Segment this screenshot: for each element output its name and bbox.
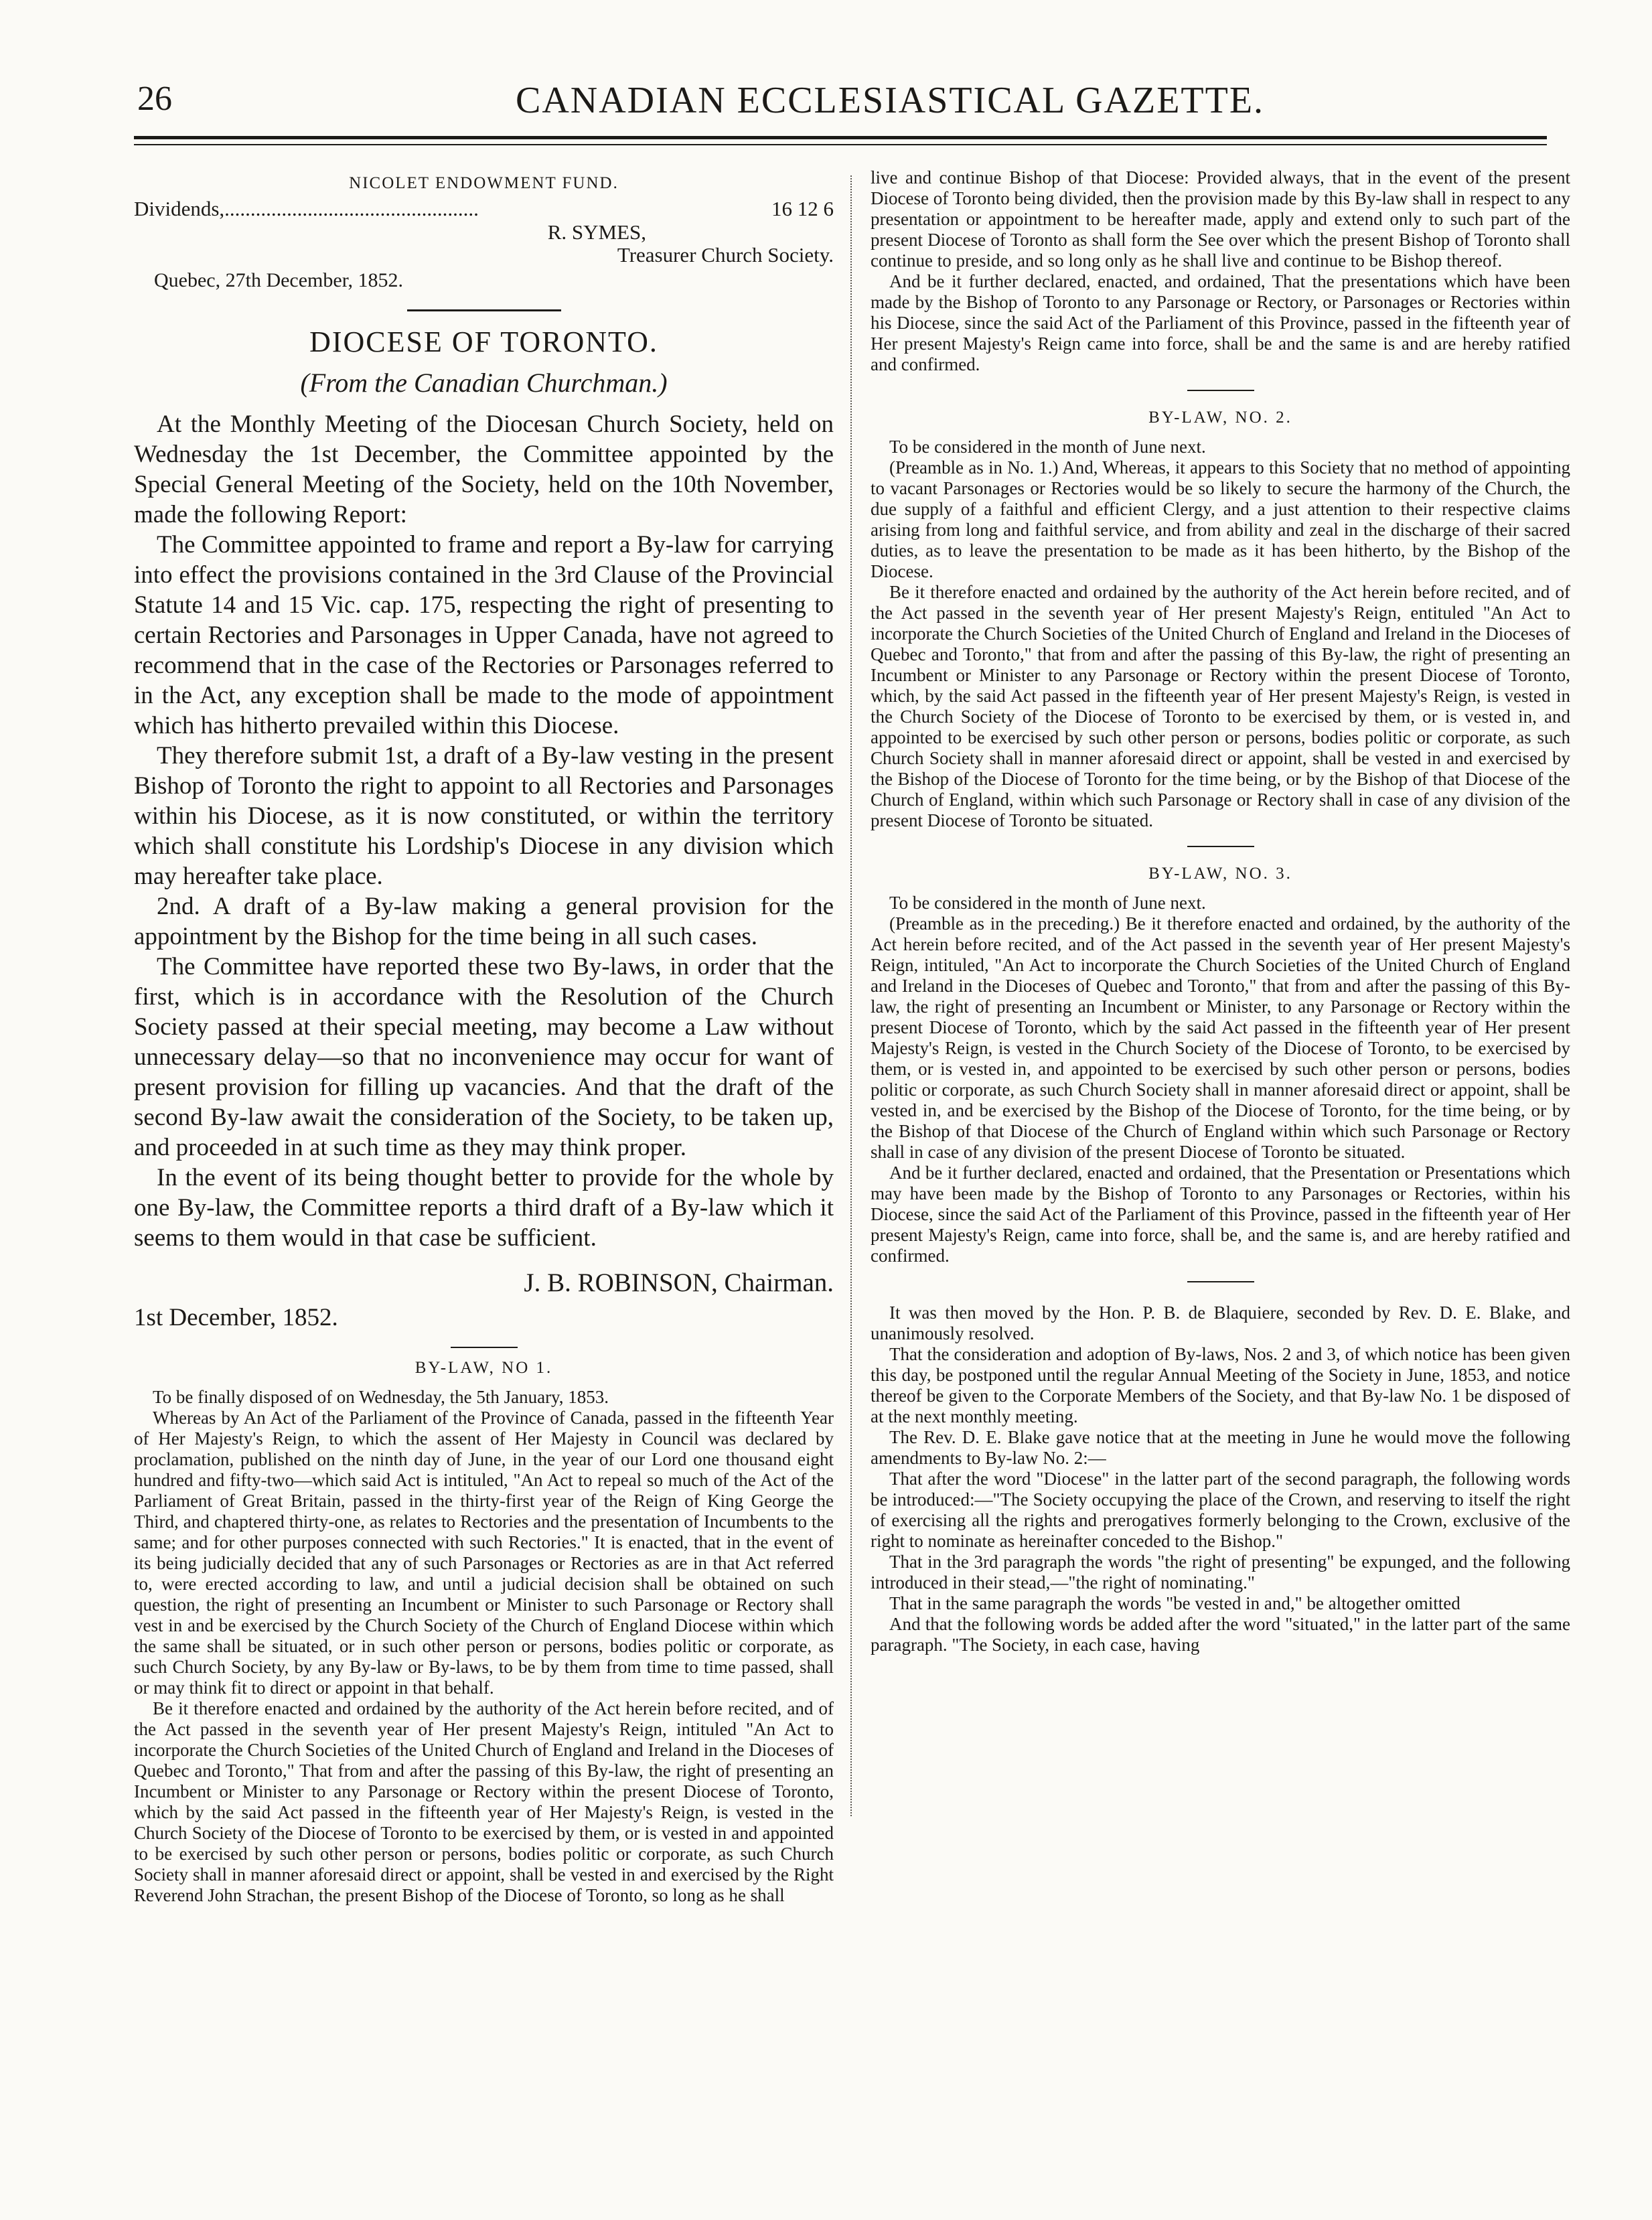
- dividends-row: [134, 197, 834, 221]
- report-text: [134, 409, 834, 1253]
- paragraph: Be it therefore enacted and ordained by the authority of the Act herein before recited, and of the Act passed in the seventh year of Her present Majesty's Reign, entituled "An Act to incorporate the Church Societies of the United Church of England and Ireland in the Dioceses of Quebec and Toronto," that from and after the passing of this By-law, the right of presenting an Incumbent or Minister to any Parsonage or Rectory within the present Diocese of Toronto, which, by the said Act passed in the fifteenth year of Her present Majesty's Reign, is vested in the Church Society of the Diocese of Toronto to be exercised by them, or is vested in, and appointed to be exercised by such other person or persons, bodies politic or corporate, as such Church Society shall in manner aforesaid direct or appoint, shall be vested in and exercised by the Bishop of the Diocese of Toronto for the time being, or by the Bishop of that Diocese of the Church of England, within which such Parsonage or Rectory shall in case of any division of the present Diocese of Toronto be situated.: [871, 582, 1570, 830]
- section-rule: [1187, 1281, 1254, 1282]
- column-separator: [850, 175, 852, 1816]
- quebec-date: Quebec, 27th December, 1852.: [154, 269, 403, 291]
- bylaw1-heading: BY-LAW, NO 1.: [415, 1359, 553, 1377]
- paragraph: Whereas by An Act of the Parliament of the Province of Canada, passed in the fifteenth Year of Her Majesty's Reign, to which the assent of Her Majesty in Council was declared by proclamation, published on the ninth day of June, in the year of our Lord one thousand eight hundred and fifty-two—which said Act is intituled, "An Act to repeal so much of the Act of the Parliament of Great Britain, passed in the thirty-first year of the Reign of King George the Third, and chaptered thirty-one, as relates to Rectories and the presentation of Incumbents to the same; and for other purposes connected with such Rectories." It is enacted, that in the event of its being judicially decided that any of such Parsonages or Rectories as are in that Act referred to, were erected according to law, and until a judicial decision shall be obtained on such question, the right of presenting an Incumbent or Minister to such Parsonage or Rectory shall vest in and be exercised by the Church Society of the Church of England Diocese within which the same shall be situated, or in such other person or persons, bodies politic or corporate, as such Church Society, by any By-law or By-laws, to be by them from time to time passed, shall or may think fit to direct or appoint in that behalf.: [134, 1408, 834, 1698]
- closing-text: [871, 1303, 1570, 1655]
- paragraph: And that the following words be added after the word "situated," in the latter part of the same paragraph. "The Society, in each case, having: [871, 1614, 1570, 1655]
- diocese-title: DIOCESE OF TORONTO.: [309, 325, 658, 358]
- bylaw2-heading: BY-LAW, NO. 2.: [1148, 409, 1292, 427]
- paragraph: And be it further declared, enacted and ordained, that the Presentation or Presentations which may have been made by the Bishop of Toronto to any Parsonages or Rectories, within his Diocese, since the said Act of the Parliament of this Province, passed in the fifteenth year of Her present Majesty's Reign, came into force, shall be, and the same is, and are hereby ratified and confirmed.: [871, 1163, 1570, 1266]
- section-rule: [1187, 846, 1254, 847]
- paragraph: To be considered in the month of June next.: [889, 437, 1206, 457]
- paragraph: That the consideration and adoption of By-laws, Nos. 2 and 3, of which notice has been given this day, be postponed until the regular Annual Meeting of the Society in June, 1853, and notice thereof be given to the Corporate Members of the Society, and that By-law No. 1 be disposed of at the next monthly meeting.: [871, 1344, 1570, 1426]
- paragraph: That in the same paragraph the words "be vested in and," be altogether omitted: [889, 1593, 1460, 1613]
- running-title: CANADIAN ECCLESIASTICAL GAZETTE.: [516, 80, 1265, 121]
- paragraph: In the event of its being thought better to provide for the whole by one By-law, the Committee reports a third draft of a By-law which it seems to them would in that case be sufficient.: [134, 1164, 834, 1252]
- section-rule: [451, 1347, 518, 1348]
- fund-title: NICOLET ENDOWMENT FUND.: [349, 174, 619, 192]
- treasurer-title: Treasurer Church Society.: [617, 243, 834, 267]
- paragraph: The Committee appointed to frame and report a By-law for carrying into effect the provisions contained in the 3rd Clause of the Provincial Statute 14 and 15 Vic. cap. 175, respecting the right of presenting to certain Rectories and Parsonages in Upper Canada, have not agreed to recommend that in the case of the Rectories or Parsonages referred to in the Act, any exception shall be made to the mode of appointment which has hitherto prevailed within this Diocese.: [134, 531, 834, 739]
- section-rule: [407, 309, 561, 311]
- paragraph: To be finally disposed of on Wednesday, the 5th January, 1853.: [153, 1387, 609, 1407]
- source-line: (From the Canadian Churchman.): [300, 368, 668, 398]
- paragraph: Be it therefore enacted and ordained by the authority of the Act herein before recited, and of the Act passed in the seventh year of Her present Majesty's Reign, intituled "An Act to incorporate the Church Societies of the United Church of England and Ireland in the Dioceses of Quebec and Toronto," That from and after the passing of this By-law, the right of presenting an Incumbent or Minister to any Parsonage or Rectory within the present Diocese of Toronto, which by the said Act passed in the fifteenth year of Her Majesty's Reign, is vested in the Church Society of the Diocese of Toronto to be exercised by them, or is vested in and appointed to be exercised by such other person or persons, bodies politic or corporate, as such Church Society shall in manner aforesaid direct or appoint, shall be vested in and exercised by the Right Reverend John Strachan, the present Bishop of the Diocese of Toronto, so long as he shall: [134, 1698, 834, 1905]
- paragraph: They therefore submit 1st, a draft of a By-law vesting in the present Bishop of Toronto the right to appoint to all Rectories and Parsonages within his Diocese, as it is now constituted, or within the territory which shall constitute his Lordship's Diocese in any division which may hereafter take place.: [134, 742, 834, 890]
- paragraph: It was then moved by the Hon. P. B. de Blaquiere, seconded by Rev. D. E. Blake, and unanimously resolved.: [871, 1303, 1570, 1343]
- bylaw1-continuation: [871, 167, 1570, 375]
- paragraph: (Preamble as in the preceding.) Be it therefore enacted and ordained, by the authority of the Act herein before recited, and of the Act passed in the seventh year of Her present Majesty's Reign, intituled, "An Act to incorporate the Church Societies of the United Church of England and Ireland in the Dioceses of Quebec and Toronto," that from and after the passing of this By-law, the right of presenting an Incumbent or Minister, to any Parsonage or Rectory within the present Diocese of Toronto, which by the said Act passed in the fifteenth year of Her present Majesty's Reign, is vested in the Church Society of the Diocese of Toronto, to be exercised by them, or is vested in, and appointed to be exercised by such other person or persons, bodies politic or corporate, as such Church Society shall in manner aforesaid direct or appoint, shall be vested in, and be exercised by the Bishop of the Diocese of Toronto, for the time being, or by the Bishop of that Diocese of the Church of England within which such Parsonage or Rectory shall in case of any division of the present Diocese of Toronto be situated.: [871, 913, 1570, 1162]
- paragraph: That after the word "Diocese" in the latter part of the second paragraph, the following words be introduced:—"The Society occupying the place of the Crown, and reserving to itself the right of exercising all the rights and prerogatives formerly belonging to the Crown, exclusive of the right to nominate as hereinafter conceded to the Bishop.": [871, 1469, 1570, 1551]
- paragraph: (Preamble as in No. 1.) And, Whereas, it appears to this Society that no method of appointing to vacant Parsonages or Rectories would be so likely to secure the harmony of the Church, the due supply of a faithful and efficient Clergy, and a just attention to their respective claims arising from long and faithful service, and from ability and zeal in the discharge of their sacred duties, as to leave the presentation to be made as it has been hitherto, by the Bishop of the Diocese.: [871, 457, 1570, 581]
- paragraph: live and continue Bishop of that Diocese: Provided always, that in the event of the present Diocese of Toronto being divided, then the provision made by this By-law shall in respect to any presentation or appointment to be hereafter made, apply and extend only to such part of the present Diocese of Toronto as shall form the See over which the present Bishop of Toronto shall continue to preside, and so long only as he shall live and continue to be Bishop thereof.: [871, 167, 1570, 271]
- page-number: 26: [137, 80, 172, 118]
- chairman-date: 1st December, 1852.: [134, 1304, 338, 1331]
- left-column: [134, 167, 834, 1906]
- paragraph: 2nd. A draft of a By-law making a general provision for the appointment by the Bishop for the time being in all such cases.: [134, 893, 834, 950]
- treasurer-name: R. SYMES,: [547, 220, 646, 244]
- bylaw2-text: [871, 437, 1570, 831]
- right-column: [871, 167, 1570, 1655]
- dividends-label: Dividends,.................................................: [134, 197, 479, 220]
- paragraph: To be considered in the month of June next.: [889, 893, 1206, 913]
- bylaw3-text: [871, 893, 1570, 1266]
- paragraph: And be it further declared, enacted, and ordained, That the presentations which have been made by the Bishop of Toronto to any Parsonage or Rectory, or Parsonages or Rectories within his Diocese, since the said Act of the Parliament of this Province, passed in the fifteenth year of Her present Majesty's Reign came into force, shall be and the same is and are hereby ratified and confirmed.: [871, 271, 1570, 374]
- dividends-amount: 16 12 6: [771, 197, 834, 220]
- section-rule: [1187, 390, 1254, 391]
- chairman-signature: J. B. ROBINSON, Chairman.: [524, 1268, 834, 1297]
- paragraph: The Rev. D. E. Blake gave notice that at the meeting in June he would move the following amendments to By-law No. 2:—: [871, 1427, 1570, 1468]
- paragraph: The Committee have reported these two By-laws, in order that the first, which is in accordance with the Resolution of the Church Society passed at their special meeting, may become a Law without unnecessary delay—so that no inconvenience may occur for want of present provision for filling up vacancies. And that the draft of the second By-law await the consideration of the Society, to be taken up, and proceeded in at such time as they may think proper.: [134, 953, 834, 1161]
- paragraph: At the Monthly Meeting of the Diocesan Church Society, held on Wednesday the 1st December, the Committee appointed by the Special General Meeting of the Society, held on the 10th November, made the following Report:: [134, 411, 834, 528]
- treasurer-signature: [134, 221, 834, 267]
- header-rule: [134, 136, 1547, 139]
- paragraph: That in the 3rd paragraph the words "the right of presenting" be expunged, and the following introduced in their stead,—"the right of nominating.": [871, 1552, 1570, 1593]
- header-rule-thin: [134, 144, 1547, 145]
- bylaw1-text: [134, 1387, 834, 1906]
- bylaw3-heading: BY-LAW, NO. 3.: [1148, 865, 1292, 883]
